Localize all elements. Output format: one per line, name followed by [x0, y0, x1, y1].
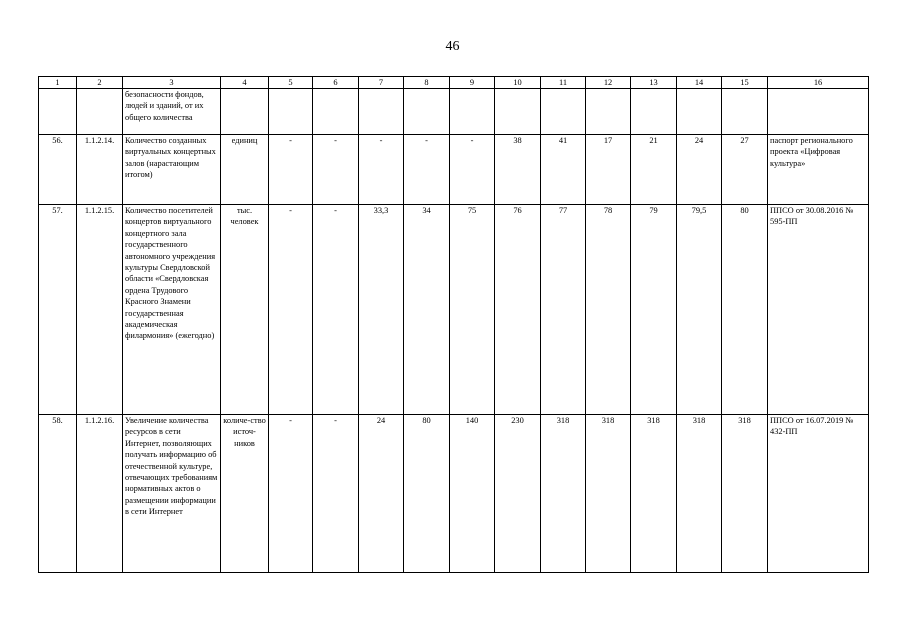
column-header: 3 — [123, 77, 221, 89]
value-cell: 80 — [404, 415, 450, 573]
column-header: 2 — [77, 77, 123, 89]
table-row — [39, 415, 869, 573]
value-cell: 21 — [631, 135, 677, 205]
value-cell: 34 — [404, 205, 450, 415]
unit: количе-ство источ-ников — [221, 415, 269, 573]
column-header: 7 — [359, 77, 404, 89]
value-cell: - — [269, 205, 313, 415]
value-cell: 24 — [359, 415, 404, 573]
column-header: 10 — [495, 77, 541, 89]
value-cell: - — [450, 135, 495, 205]
value-cell: 78 — [586, 205, 631, 415]
column-header: 13 — [631, 77, 677, 89]
value-cell: 75 — [450, 205, 495, 415]
source-document: паспорт регионального проекта «Цифровая культура» — [768, 135, 869, 205]
value-cell: - — [359, 135, 404, 205]
source-document: ППСО от 30.08.2016 № 595-ПП — [768, 205, 869, 415]
row-number: 56. — [39, 135, 77, 205]
column-header: 9 — [450, 77, 495, 89]
indicator-name: Увеличение количества ресурсов в сети Интернет, позволяющих получать информацию об отечественной культуре, отвечающих требованиям нормативных актов о размещении информации в сети Интернет — [123, 415, 221, 573]
unit: единиц — [221, 135, 269, 205]
value-cell: 76 — [495, 205, 541, 415]
value-cell: 230 — [495, 415, 541, 573]
source-document: ППСО от 16.07.2019 № 432-ПП — [768, 415, 869, 573]
unit: тыс. человек — [221, 205, 269, 415]
value-cell: - — [269, 415, 313, 573]
value-cell: 33,3 — [359, 205, 404, 415]
indicators-table — [38, 76, 869, 573]
column-header: 4 — [221, 77, 269, 89]
column-header: 5 — [269, 77, 313, 89]
indicator-name: безопасности фондов, людей и зданий, от их общего количества — [123, 89, 221, 135]
value-cell: - — [313, 205, 359, 415]
value-cell: 79,5 — [677, 205, 722, 415]
value-cell: 318 — [586, 415, 631, 573]
value-cell: 27 — [722, 135, 768, 205]
column-header: 8 — [404, 77, 450, 89]
value-cell: - — [269, 135, 313, 205]
value-cell: - — [404, 135, 450, 205]
value-cell: 318 — [631, 415, 677, 573]
table-row — [39, 135, 869, 205]
value-cell: 77 — [541, 205, 586, 415]
value-cell: - — [313, 135, 359, 205]
column-header: 15 — [722, 77, 768, 89]
value-cell: 80 — [722, 205, 768, 415]
indicator-name: Количество созданных виртуальных концертных залов (нарастающим итогом) — [123, 135, 221, 205]
indicator-code: 1.1.2.16. — [77, 415, 123, 573]
column-number-row — [39, 77, 869, 89]
indicator-name: Количество посетителей концертов виртуального концертного зала государственного автономного учреждения культуры Свердловской области «Свердловская ордена Трудового Красного Знамени государственная академическая филармония» (ежегодно) — [123, 205, 221, 415]
column-header: 16 — [768, 77, 869, 89]
table-row — [39, 205, 869, 415]
column-header: 11 — [541, 77, 586, 89]
value-cell: 140 — [450, 415, 495, 573]
row-number: 58. — [39, 415, 77, 573]
column-header: 1 — [39, 77, 77, 89]
value-cell: - — [313, 415, 359, 573]
row-number: 57. — [39, 205, 77, 415]
indicator-code: 1.1.2.15. — [77, 205, 123, 415]
indicator-code: 1.1.2.14. — [77, 135, 123, 205]
value-cell: 79 — [631, 205, 677, 415]
value-cell: 318 — [541, 415, 586, 573]
value-cell: 41 — [541, 135, 586, 205]
continuation-row — [39, 89, 869, 135]
column-header: 14 — [677, 77, 722, 89]
value-cell: 17 — [586, 135, 631, 205]
column-header: 12 — [586, 77, 631, 89]
value-cell: 38 — [495, 135, 541, 205]
value-cell: 318 — [722, 415, 768, 573]
value-cell: 318 — [677, 415, 722, 573]
value-cell: 24 — [677, 135, 722, 205]
column-header: 6 — [313, 77, 359, 89]
page-number: 46 — [445, 39, 460, 54]
